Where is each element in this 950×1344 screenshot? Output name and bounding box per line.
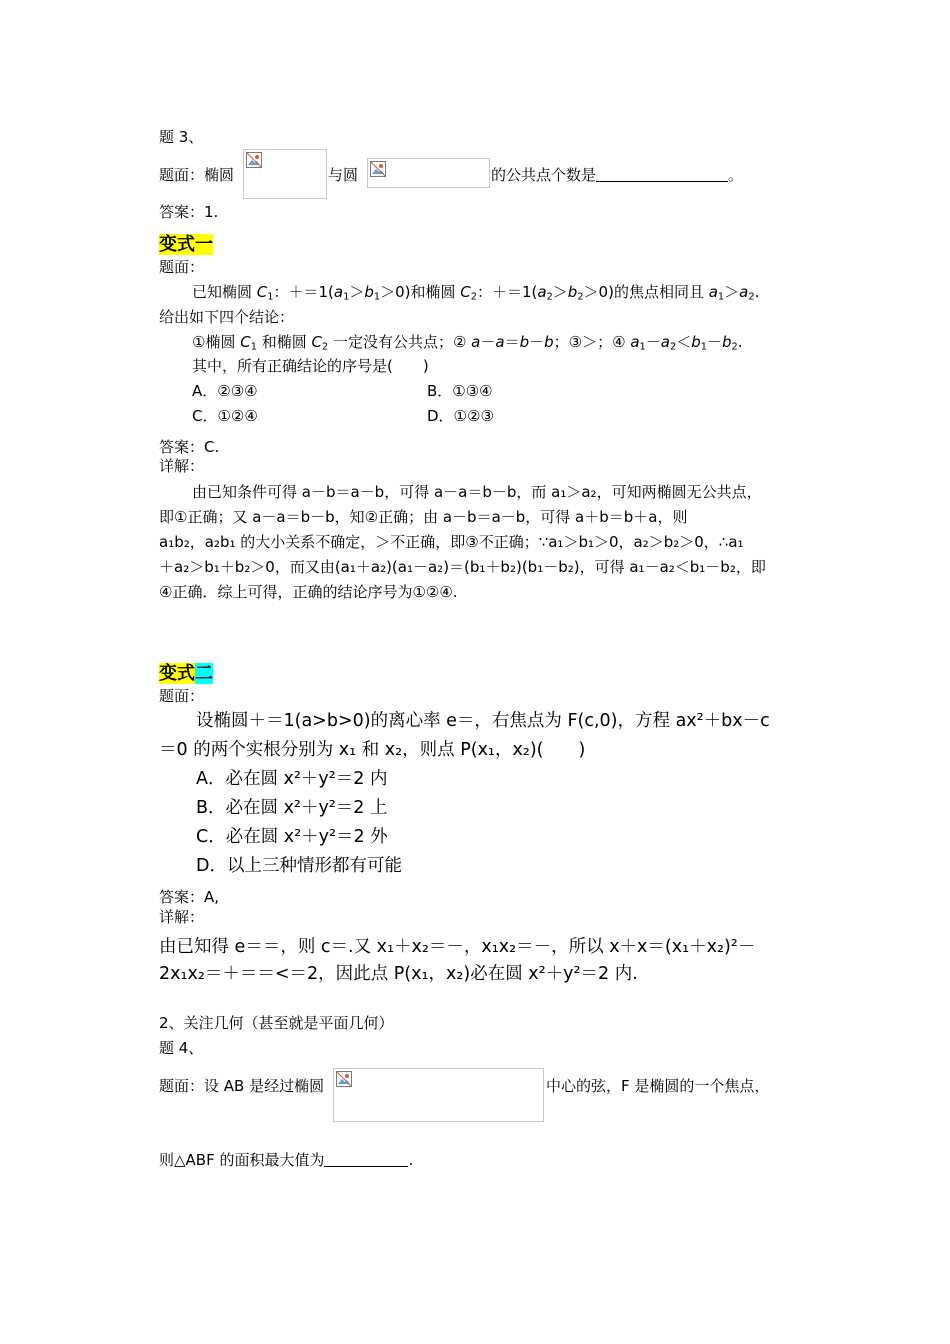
v1-var: b bbox=[721, 333, 732, 351]
t3-title: 题 3、 bbox=[159, 128, 204, 146]
broken-image-icon bbox=[370, 161, 386, 177]
t4-stem-suffix: 中心的弦，F 是椭圆的一个焦点， bbox=[546, 1077, 770, 1095]
v1-sub: 2 bbox=[577, 291, 584, 303]
v1-sub: 2 bbox=[748, 291, 755, 303]
v1-text: ＜ bbox=[676, 333, 692, 351]
v1-option-c: C．①②④ bbox=[192, 407, 258, 425]
v1-detail-label: 详解： bbox=[159, 457, 205, 475]
v1-var: a bbox=[660, 333, 670, 351]
v1-sub: 1 bbox=[700, 341, 707, 353]
v1-text: 一定没有公共点；② bbox=[328, 333, 472, 351]
v2-stem-label: 题面： bbox=[159, 687, 205, 705]
t3-stem-suffix bbox=[491, 165, 743, 185]
t3-stem-end: 。 bbox=[728, 166, 744, 184]
v1-var: C bbox=[311, 333, 322, 351]
v1-answer: 答案：C. bbox=[159, 438, 220, 456]
v2-option-a: A．必在圆 x²＋y²＝2 内 bbox=[196, 769, 388, 789]
t3-answer: 答案：1. bbox=[159, 203, 219, 221]
v2-option-b: B．必在圆 x²＋y²＝2 上 bbox=[196, 798, 388, 818]
v1-sub: 2 bbox=[321, 341, 329, 353]
t4-line2-end: . bbox=[408, 1151, 414, 1169]
v1-sub: 2 bbox=[546, 291, 553, 303]
ellipse-equation-image bbox=[333, 1068, 544, 1122]
v1-text: ＞ bbox=[724, 283, 740, 301]
v1-var: a bbox=[333, 283, 344, 301]
t3-stem-mid: 与圆 bbox=[328, 166, 359, 184]
v1-sub: 2 bbox=[731, 341, 738, 353]
v1-text: . bbox=[737, 333, 743, 351]
v2-answer: 答案：A, bbox=[159, 888, 220, 906]
v1-text: － bbox=[645, 333, 661, 351]
v1-sub: 1 bbox=[639, 341, 646, 353]
answer-blank bbox=[324, 1152, 408, 1167]
t4-line2 bbox=[159, 1150, 413, 1170]
v1-text: ＞ bbox=[349, 283, 365, 301]
v1-var: a bbox=[471, 333, 481, 351]
v1-text: ＞0)和椭圆 bbox=[380, 283, 461, 301]
v1-detail-line: ＋a₂＞b₁＋b₂＞0，而又由(a₁＋a₂)(a₁－a₂)＝(b₁＋b₂)(b₁－b₂)，可得 a₁－a₂＜b₁－b₂，即 bbox=[159, 558, 766, 576]
v1-detail-line: ④正确．综上可得，正确的结论序号为①②④. bbox=[159, 583, 458, 601]
v1-text: ①椭圆 bbox=[192, 333, 241, 351]
t3-stem-prefix: 题面：椭圆 bbox=[159, 166, 235, 184]
v1-var: b bbox=[544, 333, 554, 351]
v1-text: ＞0)的焦点相同且 bbox=[583, 283, 709, 301]
v1-stem-label: 题面： bbox=[159, 258, 205, 276]
v1-var: a bbox=[739, 283, 749, 301]
v2-option-d: D．以上三种情形都有可能 bbox=[196, 856, 402, 876]
v1-option-a: A．②③④ bbox=[192, 382, 258, 400]
v2-line1: 设椭圆＋＝1(a>b>0)的离心率 e＝，右焦点为 F(c,0)，方程 ax²＋bx－c bbox=[196, 711, 770, 731]
v2-detail-line: 由已知得 e＝＝，则 c＝.又 x₁＋x₂＝－，x₁x₂＝－，所以 x＋x＝(x₁＋x₂)²－ bbox=[159, 937, 756, 957]
t3-stem-suffix-text: 的公共点个数是 bbox=[491, 166, 597, 184]
v1-line4: 其中，所有正确结论的序号是( ) bbox=[192, 357, 429, 375]
v1-text: － bbox=[480, 333, 496, 351]
v1-var: b bbox=[364, 283, 374, 301]
v1-heading bbox=[159, 234, 213, 256]
v2-heading-text-a: 变式 bbox=[159, 663, 195, 684]
v1-sub: 1 bbox=[717, 291, 725, 303]
v1-var: a bbox=[537, 283, 547, 301]
v1-detail-line: 即①正确；又 a－a＝b－b，知②正确；由 a－b＝a－b，可得 a＋b＝b＋a，则 bbox=[159, 508, 688, 526]
v1-text: ＞ bbox=[552, 283, 568, 301]
answer-blank bbox=[596, 167, 728, 182]
v1-text: 和椭圆 bbox=[256, 333, 312, 351]
v1-text: ；③＞；④ bbox=[553, 333, 631, 351]
t4-title: 题 4、 bbox=[159, 1039, 204, 1057]
v2-detail-label: 详解： bbox=[159, 908, 205, 926]
v1-text: ：＋＝1( bbox=[273, 283, 334, 301]
section-2-heading: 2、关注几何（甚至就是平面几何） bbox=[159, 1014, 394, 1032]
v2-heading bbox=[159, 663, 213, 685]
circle-equation-image bbox=[367, 158, 490, 188]
v1-heading-text: 变式一 bbox=[159, 234, 213, 255]
broken-image-icon bbox=[246, 152, 262, 168]
v1-sub: 2 bbox=[470, 291, 477, 303]
t4-stem-prefix: 题面：设 AB 是经过椭圆 bbox=[159, 1077, 325, 1095]
v2-line2: ＝0 的两个实根分别为 x₁ 和 x₂，则点 P(x₁，x₂)( ) bbox=[159, 740, 586, 760]
v1-sub: 1 bbox=[250, 341, 257, 353]
v1-sub: 1 bbox=[267, 291, 274, 303]
v1-var: a bbox=[495, 333, 505, 351]
v1-var: b bbox=[567, 283, 578, 301]
v1-var: C bbox=[460, 283, 471, 301]
v1-text: ：＋＝1( bbox=[476, 283, 538, 301]
v1-text: ＝ bbox=[504, 333, 520, 351]
broken-image-icon bbox=[336, 1071, 352, 1087]
v1-var: a bbox=[630, 333, 640, 351]
v1-sub: 1 bbox=[373, 291, 381, 303]
v1-text: . bbox=[754, 283, 760, 301]
v1-var: a bbox=[708, 283, 718, 301]
t4-line2-text: 则△ABF 的面积最大值为 bbox=[159, 1151, 325, 1169]
v1-var: C bbox=[240, 333, 251, 351]
v1-option-b: B．①③④ bbox=[427, 382, 493, 400]
v2-option-c: C．必在圆 x²＋y²＝2 外 bbox=[196, 827, 388, 847]
v1-text: 已知椭圆 bbox=[192, 283, 257, 301]
v1-line1 bbox=[192, 282, 759, 307]
v1-detail-line: a₁b₂，a₂b₁ 的大小关系不确定，＞不正确，即③不正确；∵a₁＞b₁＞0，a₂＞b₂＞0，∴a₁ bbox=[159, 533, 744, 551]
v2-heading-text-b: 二 bbox=[195, 663, 213, 684]
v1-line3 bbox=[192, 332, 743, 357]
v1-text: － bbox=[529, 333, 545, 351]
v1-var: b bbox=[519, 333, 530, 351]
v1-sub: 1 bbox=[343, 291, 350, 303]
v1-var: C bbox=[256, 283, 268, 301]
ellipse-equation-image bbox=[243, 149, 327, 199]
v1-option-d: D．①②③ bbox=[427, 407, 494, 425]
v1-var: b bbox=[691, 333, 701, 351]
v1-text: － bbox=[706, 333, 722, 351]
v1-sub: 2 bbox=[669, 341, 677, 353]
v2-detail-line: 2x₁x₂＝＋＝＝<＝2，因此点 P(x₁，x₂)必在圆 x²＋y²＝2 内. bbox=[159, 964, 638, 984]
v1-detail-line: 由已知条件可得 a－b＝a－b，可得 a－a＝b－b，而 a₁＞a₂，可知两椭圆无公共点， bbox=[192, 483, 762, 501]
v1-line2: 给出如下四个结论： bbox=[159, 308, 295, 326]
